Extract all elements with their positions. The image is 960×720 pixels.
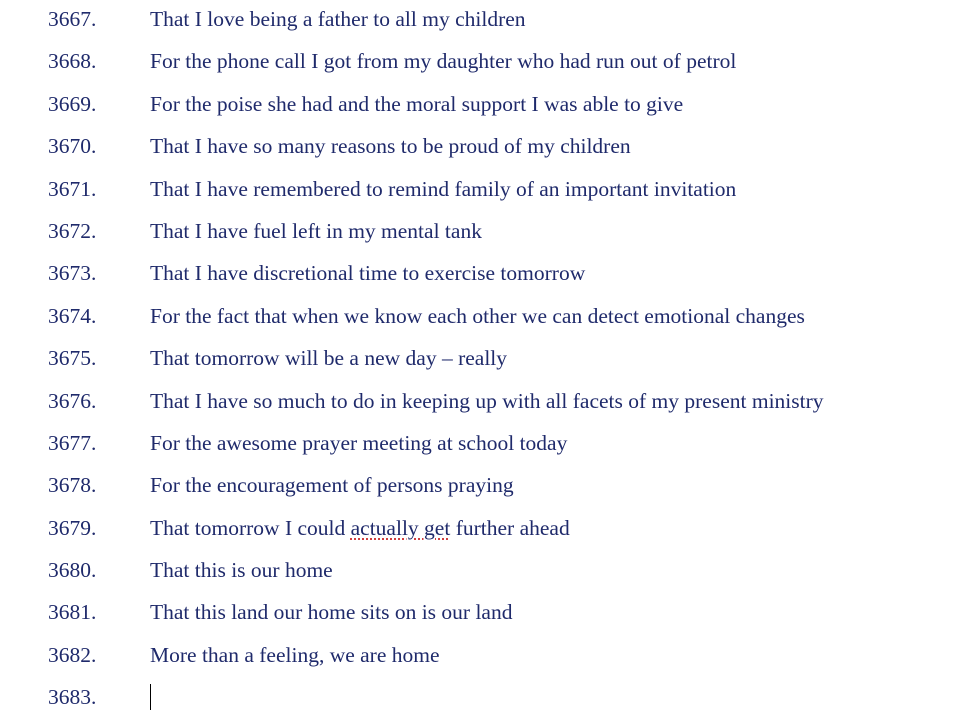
- item-text[interactable]: [150, 513, 570, 543]
- item-number: 3671.: [48, 176, 97, 201]
- item-number: 3670.: [48, 134, 97, 159]
- item-number: 3673.: [48, 261, 97, 286]
- item-text-after: further ahead: [450, 515, 570, 540]
- item-number: 3682.: [48, 642, 97, 667]
- item-number: 3669.: [48, 91, 97, 116]
- item-text[interactable]: That tomorrow will be a new day – really: [150, 346, 508, 371]
- item-text-before: That tomorrow I could: [150, 515, 351, 540]
- item-text[interactable]: For the poise she had and the moral support I was able to give: [150, 91, 684, 116]
- item-text[interactable]: For the fact that when we know each other we can detect emotional changes: [150, 303, 805, 328]
- list-item[interactable]: [0, 640, 960, 682]
- item-number: 3680.: [48, 558, 97, 583]
- list-item[interactable]: [0, 46, 960, 88]
- item-number: 3675.: [48, 346, 97, 371]
- item-text[interactable]: That I have so many reasons to be proud of my children: [150, 134, 631, 159]
- item-number: 3681.: [48, 600, 97, 625]
- item-number: 3672.: [48, 218, 97, 243]
- list-item[interactable]: [0, 470, 960, 512]
- spellcheck-flagged-text[interactable]: actually get: [350, 515, 451, 540]
- list-item[interactable]: [0, 216, 960, 258]
- list-item[interactable]: [0, 131, 960, 173]
- list-item[interactable]: [0, 343, 960, 385]
- list-item[interactable]: [0, 682, 960, 720]
- list-item[interactable]: [0, 597, 960, 639]
- item-number: 3678.: [48, 473, 97, 498]
- item-text[interactable]: For the awesome prayer meeting at school today: [150, 430, 568, 455]
- list-item[interactable]: [0, 89, 960, 131]
- item-text[interactable]: More than a feeling, we are home: [150, 642, 440, 667]
- item-text[interactable]: That I have discretional time to exercise tomorrow: [150, 261, 586, 286]
- item-text[interactable]: That I have remembered to remind family of an important invitation: [150, 176, 737, 201]
- item-text[interactable]: That this land our home sits on is our land: [150, 600, 513, 625]
- list-item[interactable]: [0, 258, 960, 300]
- text-cursor: [150, 684, 151, 710]
- item-text[interactable]: For the phone call I got from my daughter who had run out of petrol: [150, 49, 737, 74]
- list-item[interactable]: [0, 428, 960, 470]
- numbered-list: [0, 4, 960, 720]
- item-text[interactable]: That I have so much to do in keeping up with all facets of my present ministry: [150, 388, 824, 413]
- list-item[interactable]: [0, 513, 960, 555]
- item-text[interactable]: That I love being a father to all my children: [150, 7, 526, 31]
- item-text[interactable]: For the encouragement of persons praying: [150, 473, 514, 498]
- item-text[interactable]: That I have fuel left in my mental tank: [150, 218, 482, 243]
- item-number: 3683.: [48, 685, 97, 710]
- list-item[interactable]: [0, 555, 960, 597]
- list-item[interactable]: [0, 386, 960, 428]
- list-item[interactable]: [0, 174, 960, 216]
- item-number: 3667.: [48, 7, 97, 31]
- item-number: 3674.: [48, 303, 97, 328]
- list-item[interactable]: [0, 301, 960, 343]
- item-number: 3676.: [48, 388, 97, 413]
- item-number: 3679.: [48, 515, 97, 540]
- item-text[interactable]: That this is our home: [150, 558, 333, 583]
- item-number: 3668.: [48, 49, 97, 74]
- item-number: 3677.: [48, 430, 97, 455]
- list-item[interactable]: [0, 4, 960, 46]
